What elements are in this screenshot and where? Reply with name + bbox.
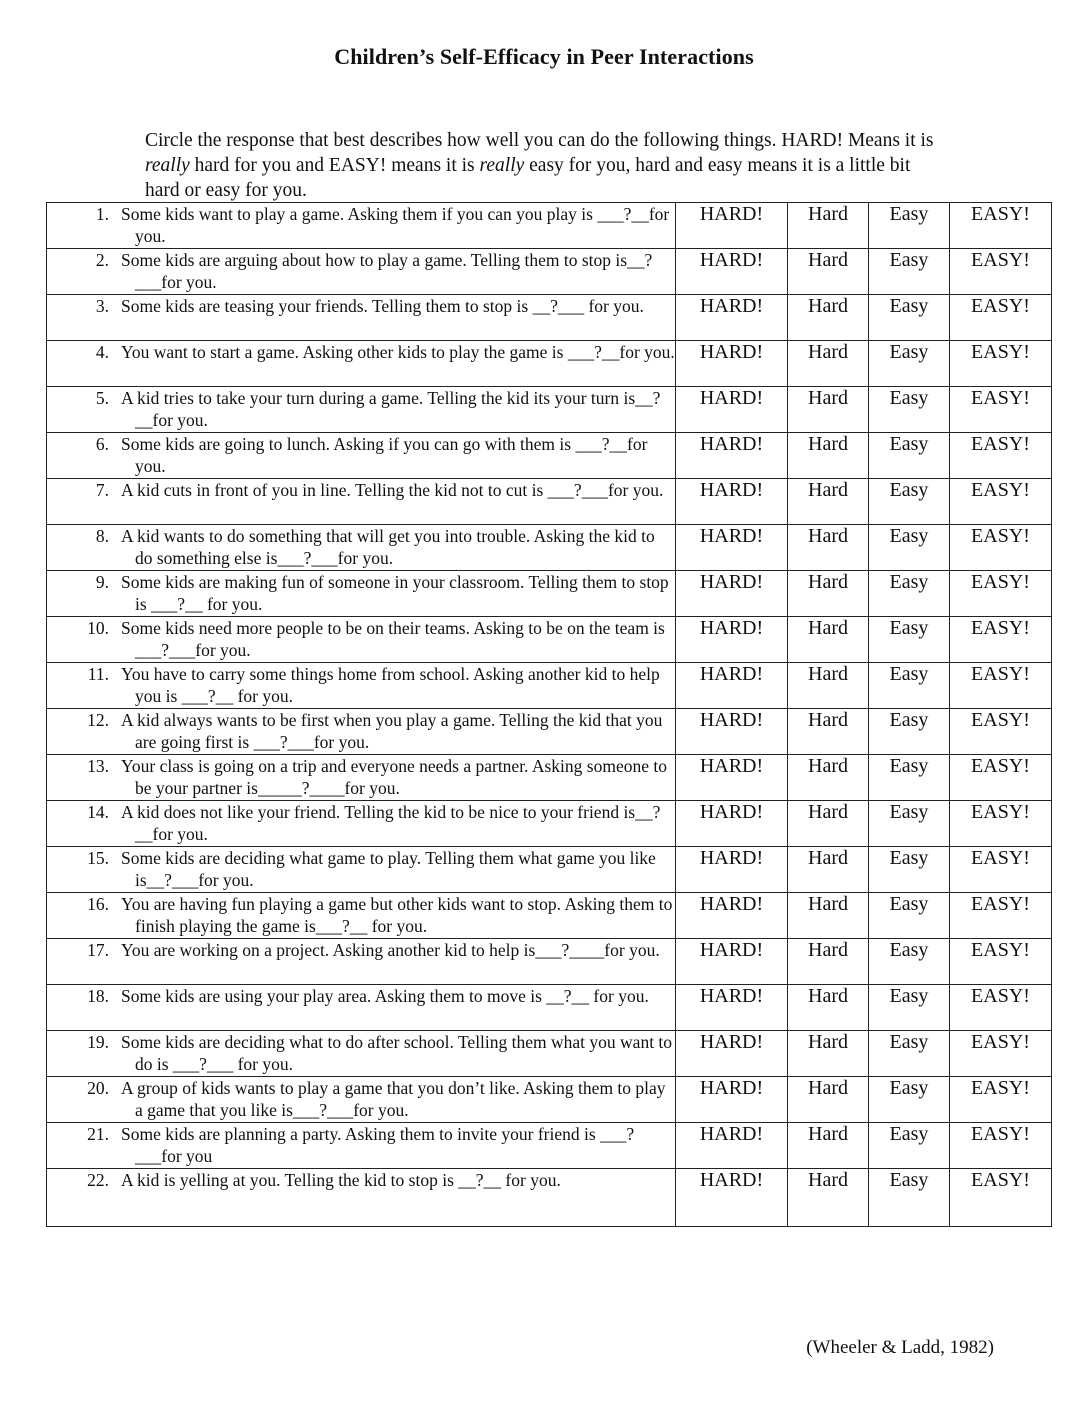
option-hard[interactable]: Hard xyxy=(788,985,869,1031)
question xyxy=(47,1031,675,1075)
question xyxy=(47,663,675,707)
option-easy-strong[interactable]: EASY! xyxy=(950,479,1052,525)
question-number: 4. xyxy=(95,342,109,362)
option-easy-strong[interactable]: EASY! xyxy=(950,1077,1052,1123)
question-cell xyxy=(47,1031,676,1077)
option-hard[interactable]: Hard xyxy=(788,387,869,433)
option-hard-strong[interactable]: HARD! xyxy=(676,1031,788,1077)
question xyxy=(47,847,675,891)
option-easy-strong[interactable]: EASY! xyxy=(950,709,1052,755)
table-row xyxy=(47,433,1052,479)
question-text: Some kids are deciding what game to play. Telling them what game you like is__?___for you. xyxy=(121,848,656,890)
option-easy[interactable]: Easy xyxy=(869,1077,950,1123)
option-easy[interactable]: Easy xyxy=(869,1031,950,1077)
option-easy-strong[interactable]: EASY! xyxy=(950,203,1052,249)
option-hard-strong[interactable]: HARD! xyxy=(676,893,788,939)
survey-table xyxy=(46,202,1052,1227)
option-easy-strong[interactable]: EASY! xyxy=(950,893,1052,939)
question xyxy=(47,617,675,661)
option-hard-strong[interactable]: HARD! xyxy=(676,1169,788,1227)
option-easy[interactable]: Easy xyxy=(869,801,950,847)
table-row xyxy=(47,755,1052,801)
question-number: 8. xyxy=(95,526,109,546)
option-easy[interactable]: Easy xyxy=(869,295,950,341)
question-number: 10. xyxy=(87,618,109,638)
question-text: You are working on a project. Asking another kid to help is___?____for you. xyxy=(121,940,660,960)
table-row xyxy=(47,479,1052,525)
option-hard-strong[interactable]: HARD! xyxy=(676,939,788,985)
option-hard-strong[interactable]: HARD! xyxy=(676,433,788,479)
option-easy-strong[interactable]: EASY! xyxy=(950,1123,1052,1169)
option-easy[interactable]: Easy xyxy=(869,663,950,709)
question xyxy=(47,203,675,247)
question-cell xyxy=(47,433,676,479)
instructions-text: Circle the response that best describes how well you can do the following things. HARD! Means it is xyxy=(145,130,934,151)
question-cell xyxy=(47,709,676,755)
option-hard[interactable]: Hard xyxy=(788,1077,869,1123)
table-row xyxy=(47,571,1052,617)
question-text: Some kids are arguing about how to play a game. Telling them to stop is__?___for you. xyxy=(121,250,653,292)
option-easy[interactable]: Easy xyxy=(869,433,950,479)
question-text: A group of kids wants to play a game that you don’t like. Asking them to play a game that you like is___?___for you. xyxy=(121,1078,666,1120)
question xyxy=(47,1123,675,1167)
question-number: 13. xyxy=(87,756,109,776)
question-cell xyxy=(47,387,676,433)
question-number: 18. xyxy=(87,986,109,1006)
option-hard-strong[interactable]: HARD! xyxy=(676,525,788,571)
table-row xyxy=(47,893,1052,939)
table-row xyxy=(47,985,1052,1031)
option-easy-strong[interactable]: EASY! xyxy=(950,939,1052,985)
option-easy[interactable]: Easy xyxy=(869,893,950,939)
question-number: 19. xyxy=(87,1032,109,1052)
option-easy[interactable]: Easy xyxy=(869,1169,950,1227)
table-row xyxy=(47,203,1052,249)
option-hard-strong[interactable]: HARD! xyxy=(676,755,788,801)
option-hard-strong[interactable]: HARD! xyxy=(676,571,788,617)
question-cell xyxy=(47,663,676,709)
option-hard-strong[interactable]: HARD! xyxy=(676,249,788,295)
question-text: You want to start a game. Asking other kids to play the game is ___?__for you. xyxy=(121,342,675,362)
table-row xyxy=(47,663,1052,709)
question-number: 7. xyxy=(95,480,109,500)
table-row xyxy=(47,617,1052,663)
option-easy-strong[interactable]: EASY! xyxy=(950,847,1052,893)
question-text: Some kids are teasing your friends. Telling them to stop is __?___ for you. xyxy=(121,296,644,316)
option-hard[interactable]: Hard xyxy=(788,1123,869,1169)
option-hard-strong[interactable]: HARD! xyxy=(676,203,788,249)
question-text: Some kids are planning a party. Asking them to invite your friend is ___?___for you xyxy=(121,1124,635,1166)
option-easy-strong[interactable]: EASY! xyxy=(950,755,1052,801)
option-easy-strong[interactable]: EASY! xyxy=(950,801,1052,847)
option-easy[interactable]: Easy xyxy=(869,525,950,571)
question-text: Some kids are using your play area. Asking them to move is __?__ for you. xyxy=(121,986,649,1006)
option-hard-strong[interactable]: HARD! xyxy=(676,295,788,341)
table-row xyxy=(47,387,1052,433)
question xyxy=(47,479,675,501)
question xyxy=(47,387,675,431)
question xyxy=(47,1169,675,1191)
question-text: A kid does not like your friend. Telling the kid to be nice to your friend is__?__for you. xyxy=(121,802,661,844)
option-easy[interactable]: Easy xyxy=(869,847,950,893)
option-easy[interactable]: Easy xyxy=(869,939,950,985)
question-text: A kid cuts in front of you in line. Telling the kid not to cut is ___?___for you. xyxy=(121,480,664,500)
question-text: Some kids are making fun of someone in your classroom. Telling them to stop is ___?__ for you. xyxy=(121,572,669,614)
question xyxy=(47,1077,675,1121)
survey-body xyxy=(47,203,1052,1227)
option-hard-strong[interactable]: HARD! xyxy=(676,1077,788,1123)
option-easy-strong[interactable]: EASY! xyxy=(950,525,1052,571)
question xyxy=(47,341,675,363)
option-hard-strong[interactable]: HARD! xyxy=(676,847,788,893)
question-text: Some kids need more people to be on their teams. Asking to be on the team is ___?___for you. xyxy=(121,618,665,660)
question-number: 11. xyxy=(87,664,109,684)
citation: (Wheeler & Ladd, 1982) xyxy=(806,1337,994,1358)
instructions-text: hard for you and EASY! means it is xyxy=(189,155,480,176)
option-easy-strong[interactable]: EASY! xyxy=(950,249,1052,295)
question-number: 3. xyxy=(95,296,109,316)
question-cell xyxy=(47,847,676,893)
question xyxy=(47,295,675,317)
question-cell xyxy=(47,1077,676,1123)
instructions-text: easy for you, hard and easy means it is a little bit hard or easy for you. xyxy=(145,155,911,201)
option-hard-strong[interactable]: HARD! xyxy=(676,387,788,433)
question xyxy=(47,433,675,477)
option-hard-strong[interactable]: HARD! xyxy=(676,479,788,525)
option-easy[interactable]: Easy xyxy=(869,617,950,663)
question-cell xyxy=(47,617,676,663)
table-row xyxy=(47,295,1052,341)
question-cell xyxy=(47,801,676,847)
question-number: 22. xyxy=(87,1170,109,1190)
table-row xyxy=(47,939,1052,985)
instructions-emphasis: really xyxy=(145,155,190,176)
option-easy[interactable]: Easy xyxy=(869,985,950,1031)
question-text: Some kids want to play a game. Asking them if you can you play is ___?__for you. xyxy=(121,204,670,246)
question-cell xyxy=(47,525,676,571)
question-number: 2. xyxy=(95,250,109,270)
option-hard[interactable]: Hard xyxy=(788,709,869,755)
option-easy[interactable]: Easy xyxy=(869,479,950,525)
question-cell xyxy=(47,985,676,1031)
option-hard[interactable]: Hard xyxy=(788,203,869,249)
option-easy-strong[interactable]: EASY! xyxy=(950,341,1052,387)
question-cell xyxy=(47,1123,676,1169)
option-hard[interactable]: Hard xyxy=(788,1169,869,1227)
option-easy[interactable]: Easy xyxy=(869,341,950,387)
option-easy[interactable]: Easy xyxy=(869,709,950,755)
option-easy[interactable]: Easy xyxy=(869,571,950,617)
option-hard-strong[interactable]: HARD! xyxy=(676,709,788,755)
table-row xyxy=(47,525,1052,571)
question-cell xyxy=(47,479,676,525)
question-number: 21. xyxy=(87,1124,109,1144)
question-text: A kid always wants to be first when you play a game. Telling the kid that you are going first is ___?___for you. xyxy=(121,710,663,752)
table-row xyxy=(47,1077,1052,1123)
option-easy[interactable]: Easy xyxy=(869,387,950,433)
table-row xyxy=(47,709,1052,755)
option-hard[interactable]: Hard xyxy=(788,249,869,295)
question-number: 5. xyxy=(95,388,109,408)
option-hard[interactable]: Hard xyxy=(788,341,869,387)
option-easy[interactable]: Easy xyxy=(869,203,950,249)
option-easy[interactable]: Easy xyxy=(869,755,950,801)
question-number: 14. xyxy=(87,802,109,822)
question xyxy=(47,571,675,615)
question-cell xyxy=(47,939,676,985)
question-cell xyxy=(47,249,676,295)
question-cell xyxy=(47,1169,676,1227)
instructions xyxy=(145,128,945,203)
table-row xyxy=(47,1169,1052,1227)
option-easy-strong[interactable]: EASY! xyxy=(950,663,1052,709)
question-cell xyxy=(47,295,676,341)
option-easy-strong[interactable]: EASY! xyxy=(950,617,1052,663)
question-number: 9. xyxy=(95,572,109,592)
question-cell xyxy=(47,341,676,387)
option-easy[interactable]: Easy xyxy=(869,249,950,295)
question-number: 16. xyxy=(87,894,109,914)
question xyxy=(47,985,675,1007)
question-number: 12. xyxy=(87,710,109,730)
question xyxy=(47,755,675,799)
question-cell xyxy=(47,571,676,617)
table-row xyxy=(47,847,1052,893)
option-hard[interactable]: Hard xyxy=(788,433,869,479)
question xyxy=(47,249,675,293)
option-easy-strong[interactable]: EASY! xyxy=(950,1169,1052,1227)
question-text: A kid is yelling at you. Telling the kid to stop is __?__ for you. xyxy=(121,1170,561,1190)
question-cell xyxy=(47,203,676,249)
question xyxy=(47,801,675,845)
question-number: 15. xyxy=(87,848,109,868)
question-number: 17. xyxy=(87,940,109,960)
question-text: Some kids are going to lunch. Asking if you can go with them is ___?__for you. xyxy=(121,434,648,476)
option-hard[interactable]: Hard xyxy=(788,571,869,617)
question-number: 20. xyxy=(87,1078,109,1098)
option-hard[interactable]: Hard xyxy=(788,525,869,571)
option-hard[interactable]: Hard xyxy=(788,893,869,939)
table-row xyxy=(47,1031,1052,1077)
option-easy-strong[interactable]: EASY! xyxy=(950,985,1052,1031)
question-text: Some kids are deciding what to do after school. Telling them what you want to do is ___?___ for you. xyxy=(121,1032,673,1074)
question-cell xyxy=(47,755,676,801)
question-text: You have to carry some things home from school. Asking another kid to help you is ___?__ for you. xyxy=(121,664,660,706)
option-hard[interactable]: Hard xyxy=(788,755,869,801)
question-text: Your class is going on a trip and everyone needs a partner. Asking someone to be your partner is_____?____for you. xyxy=(121,756,667,798)
option-hard-strong[interactable]: HARD! xyxy=(676,985,788,1031)
option-hard[interactable]: Hard xyxy=(788,663,869,709)
question-text: You are having fun playing a game but other kids want to stop. Asking them to finish playing the game is___?__ for you. xyxy=(121,894,673,936)
option-easy-strong[interactable]: EASY! xyxy=(950,571,1052,617)
option-hard-strong[interactable]: HARD! xyxy=(676,617,788,663)
option-hard[interactable]: Hard xyxy=(788,939,869,985)
question-number: 6. xyxy=(95,434,109,454)
question-text: A kid wants to do something that will get you into trouble. Asking the kid to do something else is___?___for you. xyxy=(121,526,655,568)
option-hard[interactable]: Hard xyxy=(788,801,869,847)
table-row xyxy=(47,1123,1052,1169)
option-hard-strong[interactable]: HARD! xyxy=(676,341,788,387)
table-row xyxy=(47,341,1052,387)
option-hard[interactable]: Hard xyxy=(788,1031,869,1077)
option-hard[interactable]: Hard xyxy=(788,847,869,893)
question xyxy=(47,893,675,937)
question xyxy=(47,709,675,753)
option-hard[interactable]: Hard xyxy=(788,295,869,341)
option-easy-strong[interactable]: EASY! xyxy=(950,433,1052,479)
option-easy-strong[interactable]: EASY! xyxy=(950,387,1052,433)
option-easy-strong[interactable]: EASY! xyxy=(950,295,1052,341)
option-hard-strong[interactable]: HARD! xyxy=(676,801,788,847)
table-row xyxy=(47,249,1052,295)
page-title: Children’s Self-Efficacy in Peer Interactions xyxy=(334,44,754,69)
question-number: 1. xyxy=(95,204,109,224)
table-row xyxy=(47,801,1052,847)
instructions-emphasis: really xyxy=(479,155,525,176)
option-hard[interactable]: Hard xyxy=(788,617,869,663)
question xyxy=(47,525,675,569)
option-easy[interactable]: Easy xyxy=(869,1123,950,1169)
option-hard-strong[interactable]: HARD! xyxy=(676,663,788,709)
question-cell xyxy=(47,893,676,939)
option-hard[interactable]: Hard xyxy=(788,479,869,525)
question xyxy=(47,939,675,961)
question-text: A kid tries to take your turn during a game. Telling the kid its your turn is__?__for you. xyxy=(121,388,661,430)
option-easy-strong[interactable]: EASY! xyxy=(950,1031,1052,1077)
option-hard-strong[interactable]: HARD! xyxy=(676,1123,788,1169)
